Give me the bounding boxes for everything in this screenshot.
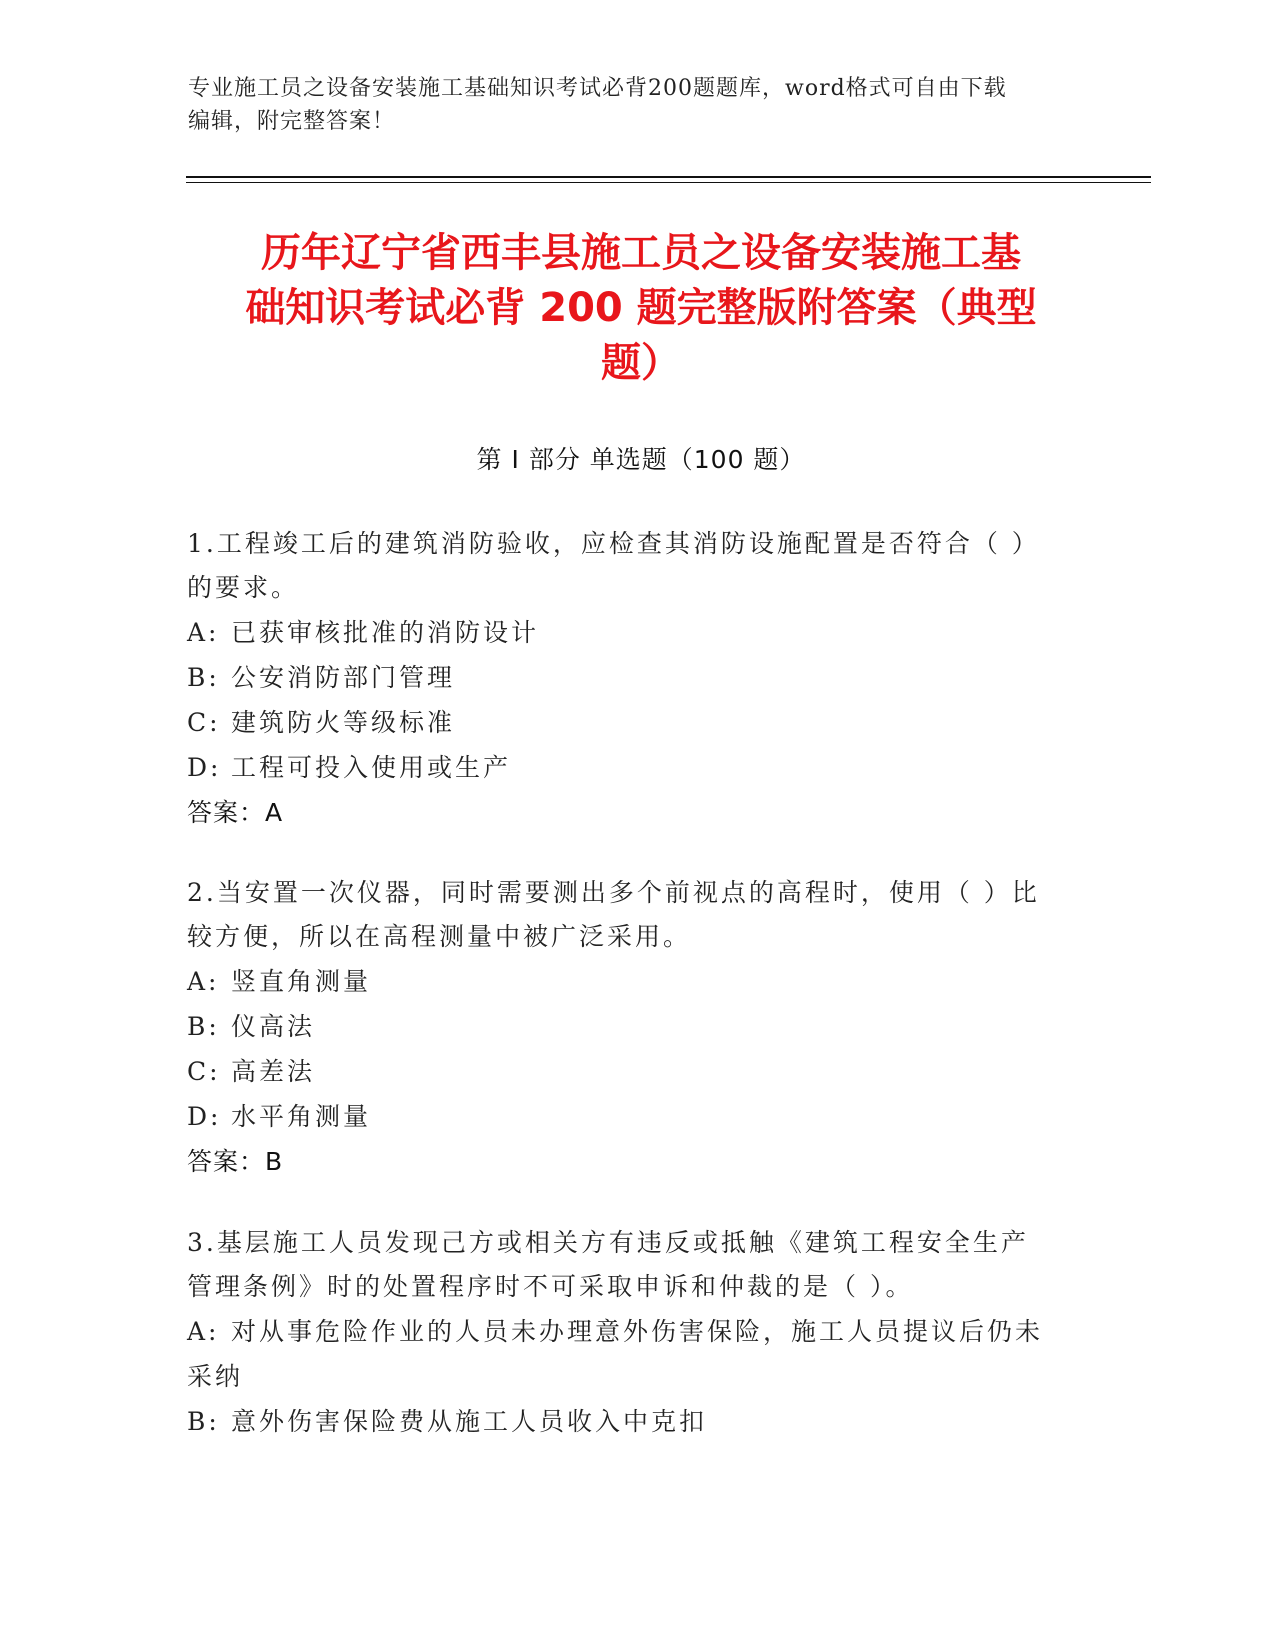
option-letter: A:	[187, 1317, 220, 1346]
option-d	[187, 745, 1087, 790]
option-c	[187, 1049, 1087, 1094]
question-1	[187, 522, 1087, 836]
question-stem-line: 管理条例》时的处置程序时不可采取申诉和仲裁的是（ ）。	[187, 1272, 914, 1301]
option-letter: B:	[187, 1407, 220, 1436]
option-text: 仪高法	[231, 1012, 316, 1041]
question-stem-line: 的要求。	[187, 573, 300, 602]
document-title	[186, 226, 1096, 391]
question-stem-line: 2.当安置一次仪器，同时需要测出多个前视点的高程时，使用（ ）比	[187, 878, 1040, 907]
question-stem-line: 1.工程竣工后的建筑消防验收，应检查其消防设施配置是否符合（ ）	[187, 529, 1040, 558]
header-rule-thick	[186, 176, 1151, 178]
option-letter: C:	[187, 1057, 221, 1086]
question-stem-line: 较方便，所以在高程测量中被广泛采用。	[187, 922, 692, 951]
title-line-3: 题）	[601, 340, 681, 386]
option-c	[187, 700, 1087, 745]
header-line-1: 专业施工员之设备安装施工基础知识考试必背200题题库，word格式可自由下载	[188, 76, 1007, 101]
option-text: 竖直角测量	[231, 967, 372, 996]
title-line-2: 础知识考试必背 200 题完整版附答案（典型	[245, 285, 1037, 331]
option-letter: C:	[187, 708, 221, 737]
option-text: 已获审核批准的消防设计	[231, 618, 540, 647]
section-title: 第 I 部分 单选题（100 题）	[476, 445, 806, 474]
answer-label: 答案：B	[187, 1147, 284, 1176]
question-2	[187, 871, 1087, 1185]
title-line-1: 历年辽宁省西丰县施工员之设备安装施工基	[261, 230, 1021, 276]
option-text: 对从事危险作业的人员未办理意外伤害保险，施工人员提议后仍未	[231, 1317, 1044, 1346]
option-letter: D:	[187, 1102, 222, 1131]
option-a-continued: 采纳	[187, 1362, 244, 1391]
option-b	[187, 1399, 1087, 1444]
option-b	[187, 655, 1087, 700]
option-b	[187, 1004, 1087, 1049]
header-rule-thin	[186, 182, 1151, 183]
option-letter: B:	[187, 663, 220, 692]
option-text: 意外伤害保险费从施工人员收入中克扣	[231, 1407, 708, 1436]
option-d	[187, 1094, 1087, 1139]
document-header	[188, 72, 1078, 138]
option-text: 水平角测量	[231, 1102, 372, 1131]
option-text: 高差法	[231, 1057, 316, 1086]
option-text: 公安消防部门管理	[231, 663, 456, 692]
option-a	[187, 1309, 1087, 1354]
option-letter: B:	[187, 1012, 220, 1041]
option-text: 建筑防火等级标准	[231, 708, 456, 737]
option-a	[187, 610, 1087, 655]
option-text: 工程可投入使用或生产	[231, 753, 512, 782]
question-stem-line: 3.基层施工人员发现己方或相关方有违反或抵触《建筑工程安全生产	[187, 1228, 1029, 1257]
question-3	[187, 1221, 1087, 1444]
option-letter: A:	[187, 618, 220, 647]
option-letter: A:	[187, 967, 220, 996]
answer-label: 答案：A	[187, 798, 284, 827]
header-line-2: 编辑，附完整答案！	[188, 109, 396, 134]
option-a	[187, 959, 1087, 1004]
option-letter: D:	[187, 753, 222, 782]
